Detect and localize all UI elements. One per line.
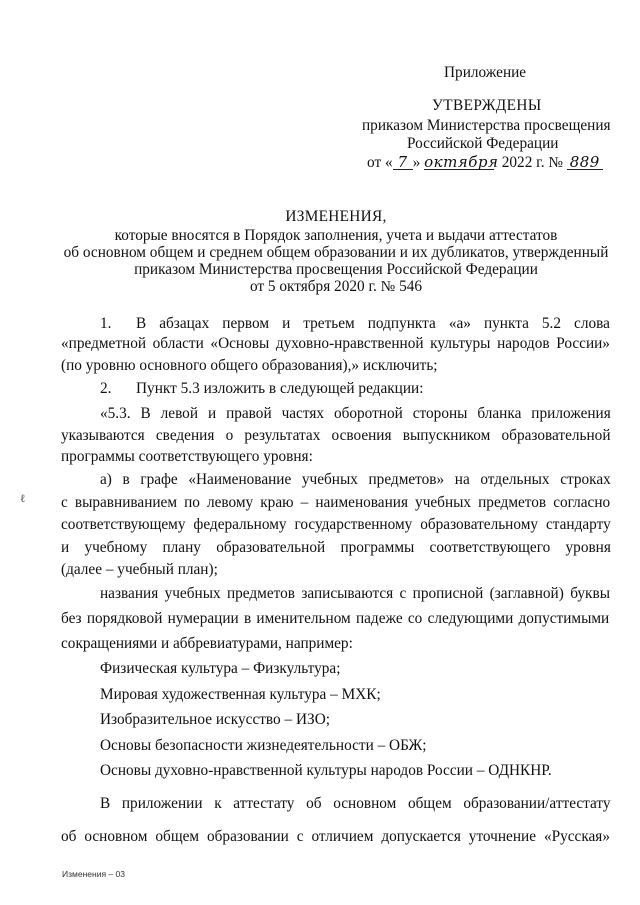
abbreviation-item: Изобразительное искусство – ИЗО; xyxy=(100,711,330,728)
paragraph-1-line-1: В абзацах первом и третьем подпункта «а» пункта 5.2 слова xyxy=(136,315,610,332)
order-date-line xyxy=(367,154,603,172)
order-number: 889 xyxy=(567,155,603,170)
paragraph-4-line-1: а) в графе «Наименование учебных предметов» на отдельных строках xyxy=(100,471,611,488)
paragraph-3-line-3: программы соответствующего уровня: xyxy=(61,448,313,465)
page-title: ИЗМЕНЕНИЯ, xyxy=(285,208,387,225)
paragraph-2-line-1: Пункт 5.3 изложить в следующей редакции: xyxy=(136,380,424,397)
paragraph-1-line-2: «предметной области «Основы духовно-нравственной культуры народов России» xyxy=(61,335,610,352)
paragraph-1-line-3: (по уровню основного общего образования),» исключить; xyxy=(61,357,438,374)
paragraph-4-line-4: и учебному плану образовательной программы соответствующего уровня xyxy=(61,539,611,556)
appendix-label: Приложение xyxy=(444,64,527,81)
paragraph-5-line-3: сокращениями и аббревиатурами, например: xyxy=(61,635,353,652)
item-number-2: 2. xyxy=(100,380,112,397)
abbreviation-item: Мировая художественная культура – МХК; xyxy=(100,686,381,703)
abbreviation-item: Основы духовно-нравственной культуры народов России – ОДНКНР. xyxy=(100,762,552,779)
paragraph-6-line-1: В приложении к аттестату об основном общем образовании/аттестату xyxy=(100,795,611,812)
paragraph-4-line-2: с выравниванием по левому краю – наименования учебных предметов согласно xyxy=(61,494,611,511)
date-day: 7 xyxy=(393,155,413,170)
title-line-1: которые вносятся в Порядок заполнения, учета и выдачи аттестатов xyxy=(114,227,558,244)
footer-label: Изменения – 03 xyxy=(62,869,125,879)
order-line-1: приказом Министерства просвещения xyxy=(362,117,611,134)
paragraph-3-line-2: указываются сведения о результатах освоения выпускником образовательной xyxy=(61,427,611,444)
date-year: 2022 г. № xyxy=(501,154,563,171)
paragraph-4-line-5: (далее – учебный план); xyxy=(61,561,218,578)
order-line-2: Российской Федерации xyxy=(407,135,559,152)
abbreviation-item: Основы безопасности жизнедеятельности – ОБЖ; xyxy=(100,737,427,754)
paragraph-5-line-2: без порядковой нумерации в именительном падеже со следующими допустимыми xyxy=(61,610,610,627)
margin-pen-mark: ℓ xyxy=(20,493,26,505)
paragraph-4-line-3: соответствующему федеральному государственному образовательному стандарту xyxy=(61,516,611,533)
approved-label: УТВЕРЖДЕНЫ xyxy=(432,97,542,114)
date-mid: » xyxy=(412,154,421,171)
item-number-1: 1. xyxy=(100,315,112,332)
abbreviation-item: Физическая культура – Физкультура; xyxy=(100,660,341,677)
title-line-4: от 5 октября 2020 г. № 546 xyxy=(249,278,423,295)
paragraph-6-line-2: об основном общем образовании с отличием допускается уточнение «Русская» xyxy=(61,828,610,845)
paragraph-3-line-1: «5.3. В левой и правой частях оборотной стороны бланка приложения xyxy=(100,405,611,422)
paragraph-5-line-1: названия учебных предметов записываются с прописной (заглавной) буквы xyxy=(100,585,610,602)
title-line-3: приказом Министерства просвещения Российской Федерации xyxy=(134,261,538,278)
title-line-2: об основном общем и среднем общем образовании и их дубликатов, утвержденный xyxy=(63,244,609,261)
date-prefix: от « xyxy=(367,154,393,171)
date-month: октября xyxy=(424,153,499,171)
